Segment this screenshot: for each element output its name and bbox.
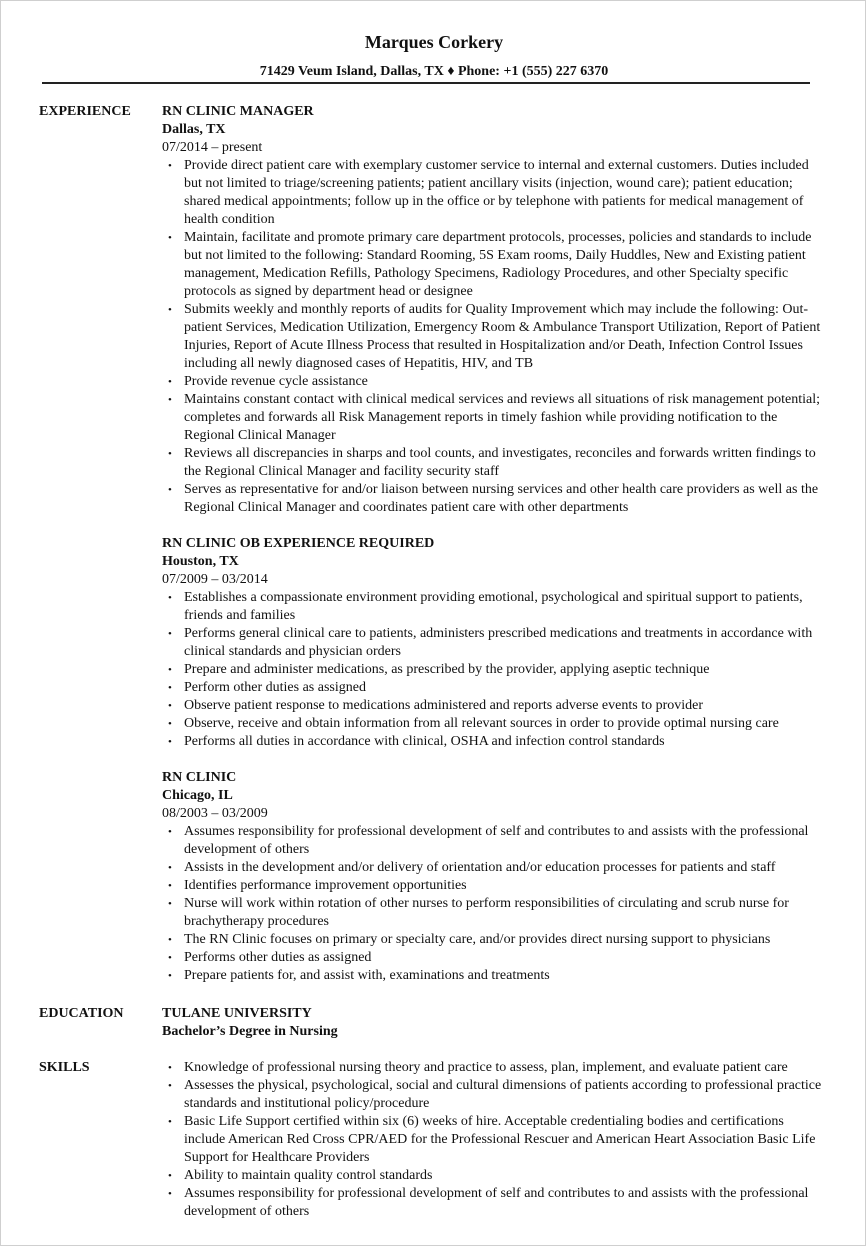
- list-item: [162, 877, 822, 895]
- bullet-icon: •: [168, 826, 172, 838]
- section-label-skills: SKILLS: [39, 1060, 90, 1075]
- bullet-icon: •: [168, 862, 172, 874]
- list-item-text: Assumes responsibility for professional development of self and contributes to and assists with the professional development of others: [184, 1186, 809, 1219]
- bullet-icon: •: [168, 1062, 172, 1074]
- list-item-text: Assumes responsibility for professional development of self and contributes to and assists with the professional development of others: [184, 824, 809, 857]
- list-item-text: Provide direct patient care with exemplary customer service to internal and external customers. Duties included but not limited to triage/screening patients; patient ancillary visits (injection, wound care); patient education; shared medical appointments; follow up in the office or by telephone with patients for medical management of health condition: [184, 158, 809, 227]
- bullet-icon: •: [168, 160, 172, 172]
- bullet-icon: •: [168, 304, 172, 316]
- list-item-text: Performs other duties as assigned: [184, 950, 372, 965]
- bullet-icon: •: [168, 1080, 172, 1092]
- list-item: [162, 481, 822, 517]
- list-item: [162, 697, 822, 715]
- job-dates: 08/2003 – 03/2009: [162, 806, 268, 821]
- list-item-text: Knowledge of professional nursing theory and practice to assess, plan, implement, and evaluate patient care: [184, 1060, 788, 1075]
- job-dates: 07/2014 – present: [162, 140, 263, 155]
- list-item-text: Submits weekly and monthly reports of audits for Quality Improvement which may include the following: Out-patient Services, Medication Utilization, Emergency Room & Ambulance Transport Utilization, Report of Patient Injuries, Report of Acute Illness Process that resulted in Hospitalization and/or Death, Infection Control Issues including all newly diagnosed cases of Hepatitis, HIV, and TB: [184, 302, 821, 371]
- bullet-icon: •: [168, 376, 172, 388]
- list-item-text: Serves as representative for and/or liaison between nursing services and other health care providers as well as the Regional Clinical Manager and coordinates patient care with other departments: [184, 482, 819, 515]
- bullet-icon: •: [168, 664, 172, 676]
- list-item-text: Basic Life Support certified within six (6) weeks of hire. Acceptable credentialing bodies and certifications include American Red Cross CPR/AED for the Professional Rescuer and American Heart Association Basic Life Support for Healthcare Providers: [184, 1114, 816, 1165]
- list-item-text: Provide revenue cycle assistance: [184, 374, 368, 389]
- list-item: [162, 157, 822, 229]
- bullet-icon: •: [168, 934, 172, 946]
- bullet-icon: •: [168, 736, 172, 748]
- list-item: [162, 733, 822, 751]
- list-item: [162, 949, 822, 967]
- job-entry: [162, 769, 822, 985]
- list-item: [162, 391, 822, 445]
- list-item: [162, 1185, 822, 1221]
- degree-name: Bachelor’s Degree in Nursing: [162, 1024, 338, 1039]
- job-entry: [162, 103, 822, 517]
- bullet-icon: •: [168, 700, 172, 712]
- skills-section: [1, 1059, 866, 1221]
- list-item: [162, 1113, 822, 1167]
- job-location: Houston, TX: [162, 554, 239, 569]
- list-item: [162, 661, 822, 679]
- education-body: [162, 1005, 822, 1041]
- list-item: [162, 859, 822, 877]
- list-item: [162, 715, 822, 733]
- list-item-text: Observe patient response to medications administered and reports adverse events to provider: [184, 698, 704, 713]
- list-item-text: Establishes a compassionate environment providing emotional, psychological and spiritual support to patients, friends and families: [184, 590, 803, 623]
- bullet-icon: •: [168, 970, 172, 982]
- list-item: [162, 625, 822, 661]
- bullet-icon: •: [168, 1188, 172, 1200]
- experience-section: [1, 103, 866, 985]
- job-duties-list: [162, 157, 822, 517]
- skills-list: [162, 1059, 822, 1221]
- list-item-text: Assists in the development and/or delivery of orientation and/or education processes for patients and staff: [184, 860, 776, 875]
- school-name: TULANE UNIVERSITY: [162, 1006, 312, 1021]
- bullet-icon: •: [168, 880, 172, 892]
- list-item-text: Reviews all discrepancies in sharps and tool counts, and investigates, reconciles and forwards written findings to the Regional Clinical Manager and facility security staff: [184, 446, 816, 479]
- list-item: [162, 679, 822, 697]
- list-item-text: Maintains constant contact with clinical medical services and reviews all situations of risk management potential; completes and forwards all Risk Management reports in timely fashion while providing notification to the Regional Clinical Manager: [184, 392, 821, 443]
- list-item-text: Performs all duties in accordance with clinical, OSHA and infection control standards: [184, 734, 665, 749]
- bullet-icon: •: [168, 952, 172, 964]
- bullet-icon: •: [168, 232, 172, 244]
- list-item: [162, 373, 822, 391]
- resume-content: [1, 101, 866, 1221]
- job-title: RN CLINIC MANAGER: [162, 104, 314, 119]
- education-section: [1, 1005, 866, 1041]
- list-item-text: Observe, receive and obtain information from all relevant sources in order to provide optimal nursing care: [184, 716, 779, 731]
- list-item: [162, 301, 822, 373]
- skills-body: [162, 1059, 822, 1221]
- list-item: [162, 967, 822, 985]
- list-item: [162, 589, 822, 625]
- list-item-text: Nurse will work within rotation of other nurses to perform responsibilities of circulating and scrub nurse for brachytherapy procedures: [184, 896, 789, 929]
- list-item-text: Prepare and administer medications, as prescribed by the provider, applying aseptic technique: [184, 662, 710, 677]
- list-item-text: Perform other duties as assigned: [184, 680, 366, 695]
- contact-line: 71429 Veum Island, Dallas, TX ♦ Phone: +1 (555) 227 6370: [259, 64, 609, 79]
- header-divider: [42, 82, 810, 84]
- bullet-icon: •: [168, 448, 172, 460]
- list-item: [162, 445, 822, 481]
- job-dates: 07/2009 – 03/2014: [162, 572, 268, 587]
- list-item-text: Prepare patients for, and assist with, examinations and treatments: [184, 968, 550, 983]
- bullet-icon: •: [168, 682, 172, 694]
- list-item: [162, 895, 822, 931]
- job-duties-list: [162, 823, 822, 985]
- list-item-text: Maintain, facilitate and promote primary care department protocols, processes, policies and standards to include but not limited to the following: Standard Rooming, 5S Exam rooms, Daily Huddles, New and Existing patient management, Medication Refills, Pathology Specimens, Radiology Procedures, and other Specialty specific protocols as signed by department head or designee: [184, 230, 812, 299]
- list-item: [162, 1059, 822, 1077]
- list-item: [162, 823, 822, 859]
- list-item-text: Identifies performance improvement opportunities: [184, 878, 467, 893]
- list-item: [162, 931, 822, 949]
- experience-body: [162, 103, 822, 985]
- list-item: [162, 229, 822, 301]
- list-item: [162, 1077, 822, 1113]
- job-title: RN CLINIC OB EXPERIENCE REQUIRED: [162, 536, 435, 551]
- bullet-icon: •: [168, 592, 172, 604]
- candidate-name: Marques Corkery: [364, 32, 504, 52]
- bullet-icon: •: [168, 394, 172, 406]
- list-item-text: Performs general clinical care to patients, administers prescribed medications and treatments in accordance with clinical standards and physician orders: [184, 626, 813, 659]
- list-item-text: Ability to maintain quality control standards: [184, 1168, 433, 1183]
- job-entry: [162, 535, 822, 751]
- section-label-education: EDUCATION: [39, 1006, 124, 1021]
- list-item: [162, 1167, 822, 1185]
- list-item-text: The RN Clinic focuses on primary or specialty care, and/or provides direct nursing support to physicians: [184, 932, 771, 947]
- job-title: RN CLINIC: [162, 770, 237, 785]
- bullet-icon: •: [168, 898, 172, 910]
- bullet-icon: •: [168, 718, 172, 730]
- bullet-icon: •: [168, 484, 172, 496]
- list-item-text: Assesses the physical, psychological, social and cultural dimensions of patients according to professional practice standards and institutional policy/procedure: [184, 1078, 822, 1111]
- bullet-icon: •: [168, 628, 172, 640]
- bullet-icon: •: [168, 1116, 172, 1128]
- bullet-icon: •: [168, 1170, 172, 1182]
- job-location: Chicago, IL: [162, 788, 233, 803]
- job-location: Dallas, TX: [162, 122, 226, 137]
- job-duties-list: [162, 589, 822, 751]
- section-label-experience: EXPERIENCE: [39, 104, 131, 119]
